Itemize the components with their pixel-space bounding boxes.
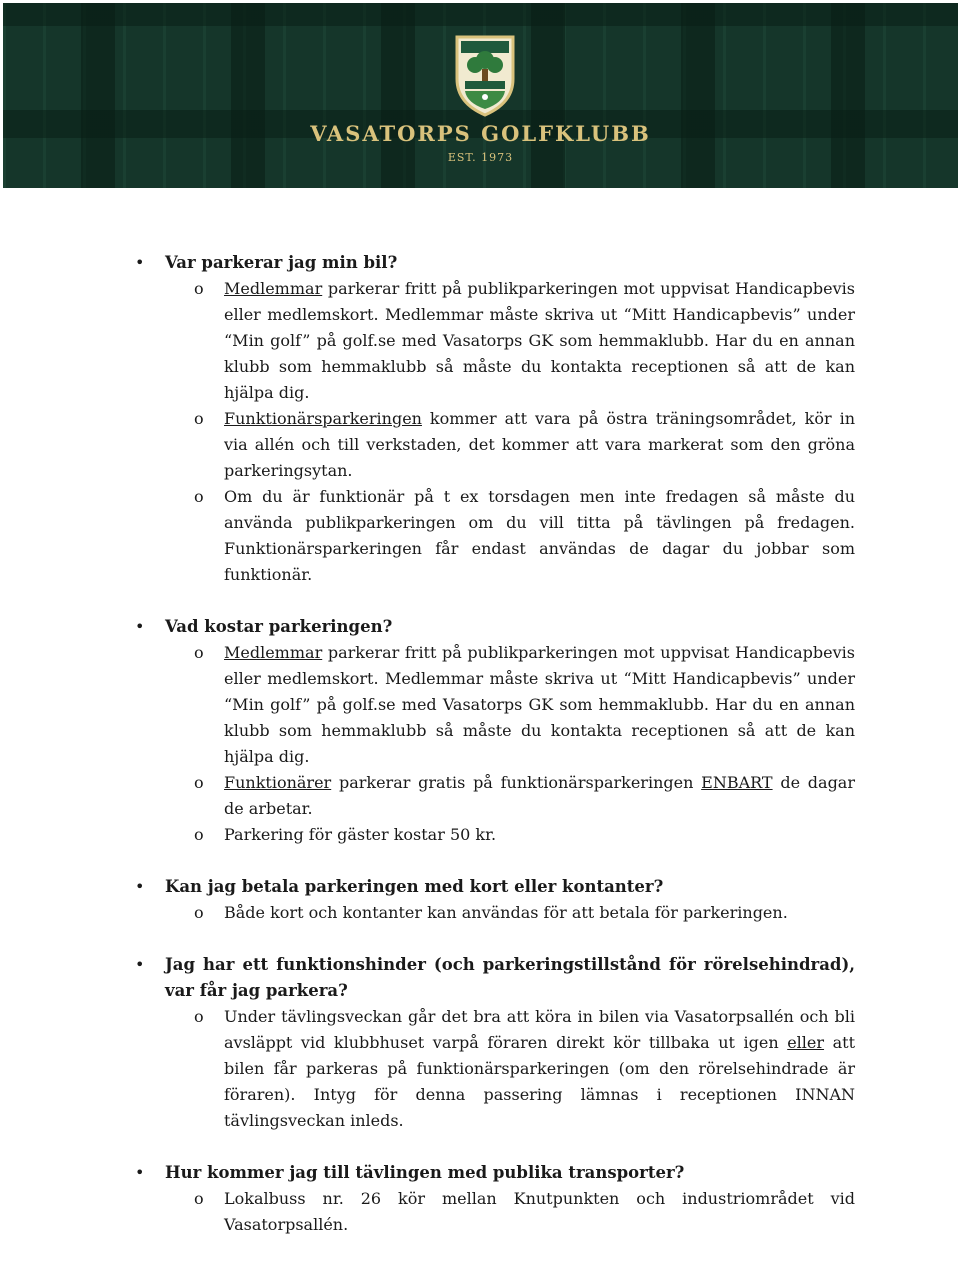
faq-section-payment	[0, 874, 960, 926]
faq-section-parking-location	[0, 250, 960, 588]
sub-bullet-icon: o	[194, 1007, 204, 1026]
sub-bullet-icon: o	[194, 643, 204, 662]
faq-question: • Kan jag betala parkeringen med kort eller kontanter?	[165, 874, 855, 900]
bullet-icon: •	[135, 955, 145, 974]
faq-answer: o Parkering för gäster kostar 50 kr.	[224, 822, 855, 848]
faq-section-parking-cost	[0, 614, 960, 848]
faq-answer: o Funktionärsparkeringen kommer att vara på östra träningsområdet, kör in via allén och till verkstaden, det kommer att vara markerat som den gröna parkeringsytan.	[224, 406, 855, 484]
faq-section-public-transport	[0, 1160, 960, 1238]
faq-answer: o Om du är funktionär på t ex torsdagen men inte fredagen så måste du använda publikparkeringen om du vill titta på tävlingen på fredagen. Funktionärsparkeringen får endast användas de dagar du jobbar som funktionär.	[224, 484, 855, 588]
header-banner	[3, 3, 958, 188]
faq-question: • Hur kommer jag till tävlingen med publika transporter?	[165, 1160, 855, 1186]
sub-bullet-icon: o	[194, 903, 204, 922]
sub-bullet-icon: o	[194, 825, 204, 844]
sub-bullet-icon: o	[194, 409, 204, 428]
sub-bullet-icon: o	[194, 487, 204, 506]
club-established: EST. 1973	[447, 151, 514, 164]
faq-section-disability	[0, 952, 960, 1134]
bullet-icon: •	[135, 617, 145, 636]
faq-answer: o Medlemmar parkerar fritt på publikparkeringen mot uppvisat Handicapbevis eller medlemskort. Medlemmar måste skriva ut “Mitt Handicapbevis” under “Min golf” på golf.se med Vasatorps GK som hemmaklubb. Har du en annan klubb som hemmaklubb så måste du kontakta receptionen så att de kan hjälpa dig.	[224, 276, 855, 406]
faq-question: • Vad kostar parkeringen?	[165, 614, 855, 640]
faq-answer: o Medlemmar parkerar fritt på publikparkeringen mot uppvisat Handicapbevis eller medlemskort. Medlemmar måste skriva ut “Mitt Handicapbevis” under “Min golf” på golf.se med Vasatorps GK som hemmaklubb. Har du en annan klubb som hemmaklubb så måste du kontakta receptionen så att de kan hjälpa dig.	[224, 640, 855, 770]
faq-answer: o Under tävlingsveckan går det bra att köra in bilen via Vasatorpsallén och bli avsläppt vid klubbhuset varpå föraren direkt kör tillbaka ut igen eller att bilen får parkeras på funktionärsparkeringen (om den rörelsehindrade är föraren). Intyg för denna passering lämnas i receptionen INNAN tävlingsveckan inleds.	[224, 1004, 855, 1134]
sub-bullet-icon: o	[194, 773, 204, 792]
club-name: VASATORPS GOLFKLUBB	[310, 121, 651, 146]
sub-bullet-icon: o	[194, 1189, 204, 1208]
faq-question: • Var parkerar jag min bil?	[165, 250, 855, 276]
bullet-icon: •	[135, 877, 145, 896]
bullet-icon: •	[135, 253, 145, 272]
faq-answer: o Både kort och kontanter kan användas för att betala för parkeringen.	[224, 900, 855, 926]
faq-answer: o Funktionärer parkerar gratis på funktionärsparkeringen ENBART de dagar de arbetar.	[224, 770, 855, 822]
faq-answer: o Lokalbuss nr. 26 kör mellan Knutpunkten och industriområdet vid Vasatorpsallén.	[224, 1186, 855, 1238]
faq-content	[0, 250, 960, 1264]
bullet-icon: •	[135, 1163, 145, 1182]
faq-question: • Jag har ett funktionshinder (och parkeringstillstånd för rörelsehindrad), var får jag parkera?	[165, 952, 855, 1004]
sub-bullet-icon: o	[194, 279, 204, 298]
club-crest-logo	[453, 33, 517, 117]
